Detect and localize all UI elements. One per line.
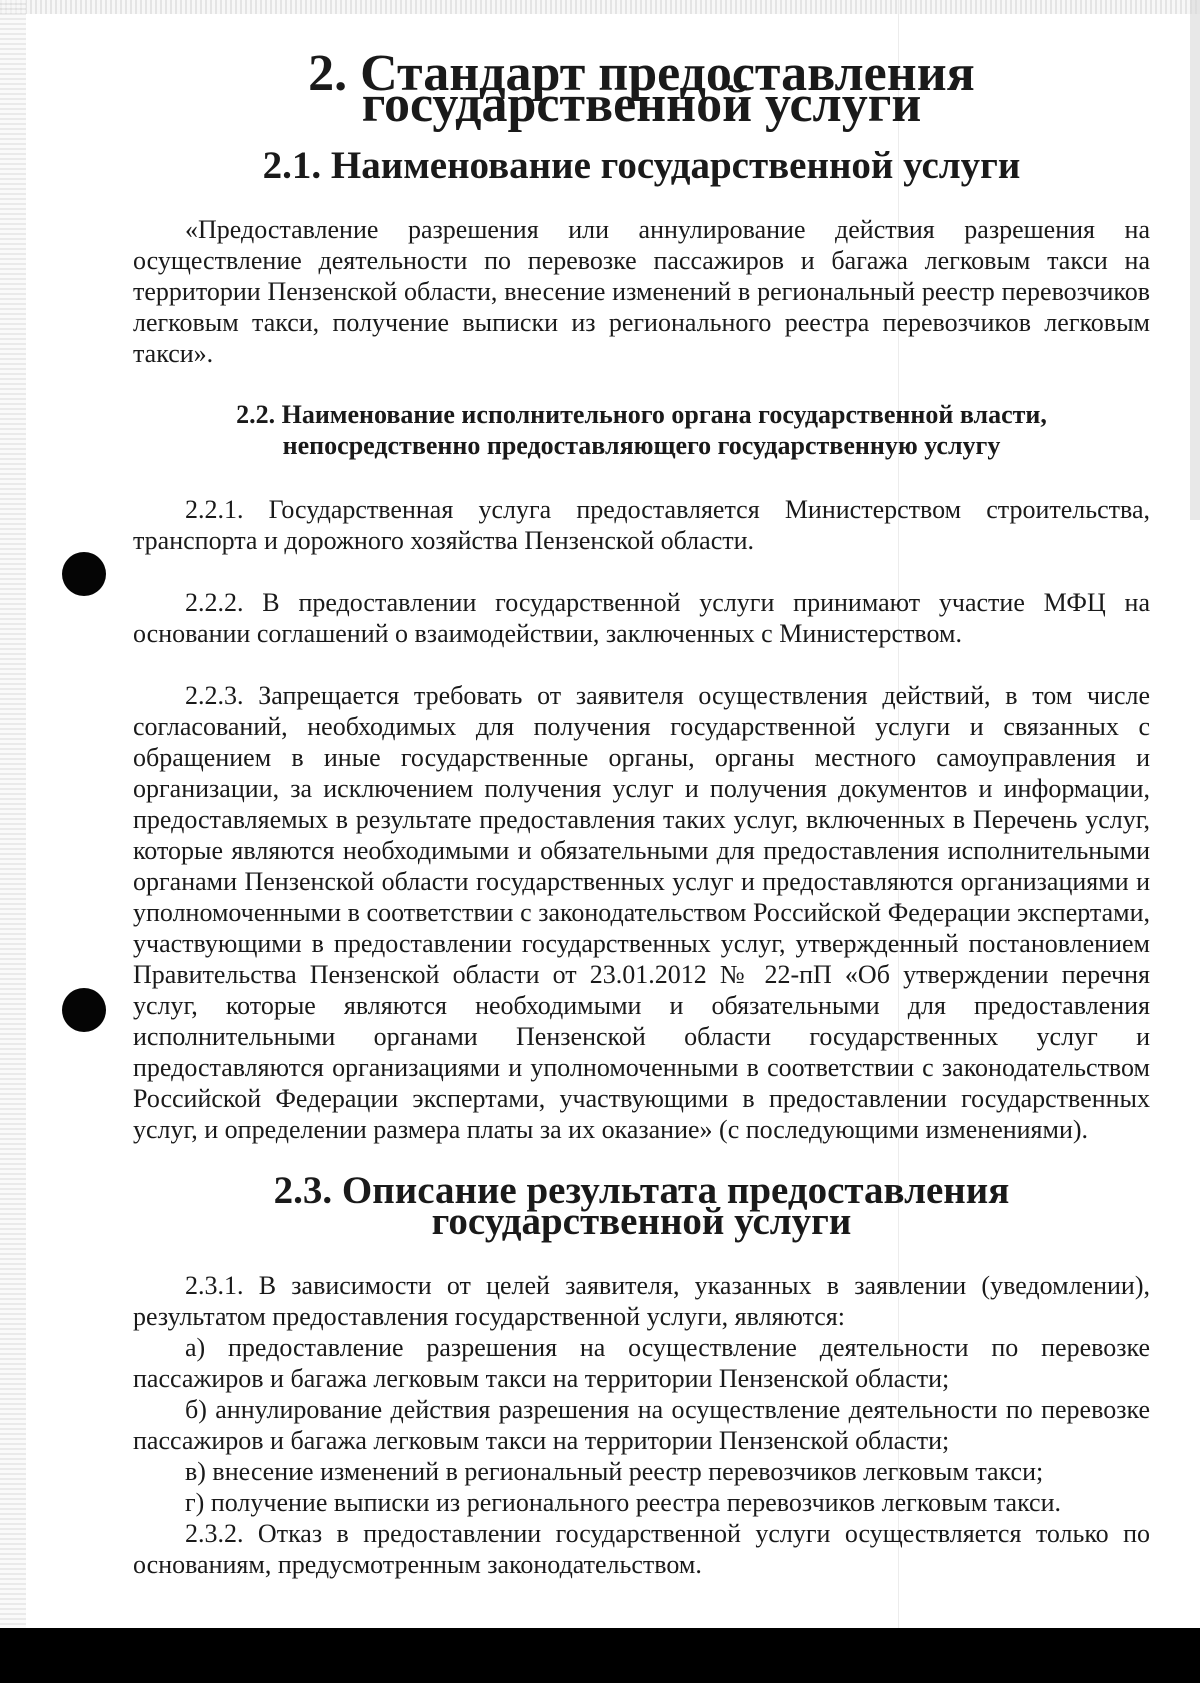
- list-item-b: б) аннулирование действия разрешения на осуществление деятельности по перевозке пассажиров и багажа легковым такси на территории Пензенской области;: [133, 1395, 1150, 1455]
- scan-noise-left: [0, 0, 26, 1630]
- paragraph-2-3-2: 2.3.2. Отказ в предоставлении государственной услуги осуществляется только по основаниям, предусмотренным законодательством.: [133, 1519, 1150, 1579]
- section-heading-2-2: [133, 399, 1150, 461]
- scan-bottom-edge: [0, 1628, 1200, 1683]
- punch-hole: [62, 552, 106, 596]
- scan-noise-top: [0, 0, 1200, 14]
- paragraph-2-2-2: 2.2.2. В предоставлении государственной услуги принимают участие МФЦ на основании соглашений о взаимодействии, заключенных с Министерством.: [133, 588, 1150, 648]
- scan-noise-right: [1190, 0, 1200, 520]
- section-heading-2-2-line2: непосредственно предоставляющего государственную услугу: [282, 431, 1001, 460]
- list-item-g: г) получение выписки из регионального реестра перевозчиков легковым такси.: [185, 1488, 1062, 1517]
- paragraph-2-1: «Предоставление разрешения или аннулирование действия разрешения на осуществление деятельности по перевозке пассажиров и багажа легковым такси на территории Пензенской области, внесение изменений в региональный реестр перевозчиков легковым такси, получение выписки из регионального реестра перевозчиков легковым такси».: [133, 215, 1150, 368]
- document-body: [133, 45, 1150, 1580]
- paragraph-2-2-3: 2.2.3. Запрещается требовать от заявителя осуществления действий, в том числе согласований, необходимых для получения государственной услуги и связанных с обращением в иные государственные органы, органы местного самоуправления и организации, за исключением получения услуг и получения документов и информации, предоставляемых в результате предоставления таких услуг, включенных в Перечень услуг, которые являются необходимыми и обязательными для предоставления исполнительными органами Пензенской области государственных услуг и предоставляются организациями и уполномоченными в соответствии с законодательством Российской Федерации экспертами, участвующими в предоставлении государственных услуг, утвержденный постановлением Правительства Пензенской области от 23.01.2012 № 22-пП «Об утверждении перечня услуг, которые являются необходимыми и обязательными для предоставления исполнительными органами Пензенской области государственных услуг и предоставляются организациями и уполномоченными в соответствии с законодательством Российской Федерации экспертами, участвующими в предоставлении государственных услуг, и определении размера платы за их оказание» (с последующими изменениями).: [133, 681, 1150, 1144]
- paragraph-2-3-1: 2.3.1. В зависимости от целей заявителя, указанных в заявлении (уведомлении), результатом предоставления государственной услуги, являются:: [133, 1271, 1150, 1331]
- section-heading-2-3: 2.3. Описание результата предоставления государственной услуги: [273, 1169, 1010, 1243]
- paragraph-2-2-1: 2.2.1. Государственная услуга предоставляется Министерством строительства, транспорта и дорожного хозяйства Пензенской области.: [133, 495, 1150, 555]
- punch-hole: [62, 988, 106, 1032]
- list-item-a: а) предоставление разрешения на осуществление деятельности по перевозке пассажиров и багажа легковым такси на территории Пензенской области;: [133, 1333, 1150, 1393]
- section-heading-2: 2. Стандарт предоставления государственной услуги: [308, 45, 975, 133]
- section-heading-2-1: 2.1. Наименование государственной услуги: [262, 144, 1021, 187]
- section-heading-2-2-line1: 2.2. Наименование исполнительного органа государственной власти,: [236, 400, 1047, 429]
- list-item-v: в) внесение изменений в региональный реестр перевозчиков легковым такси;: [185, 1457, 1044, 1486]
